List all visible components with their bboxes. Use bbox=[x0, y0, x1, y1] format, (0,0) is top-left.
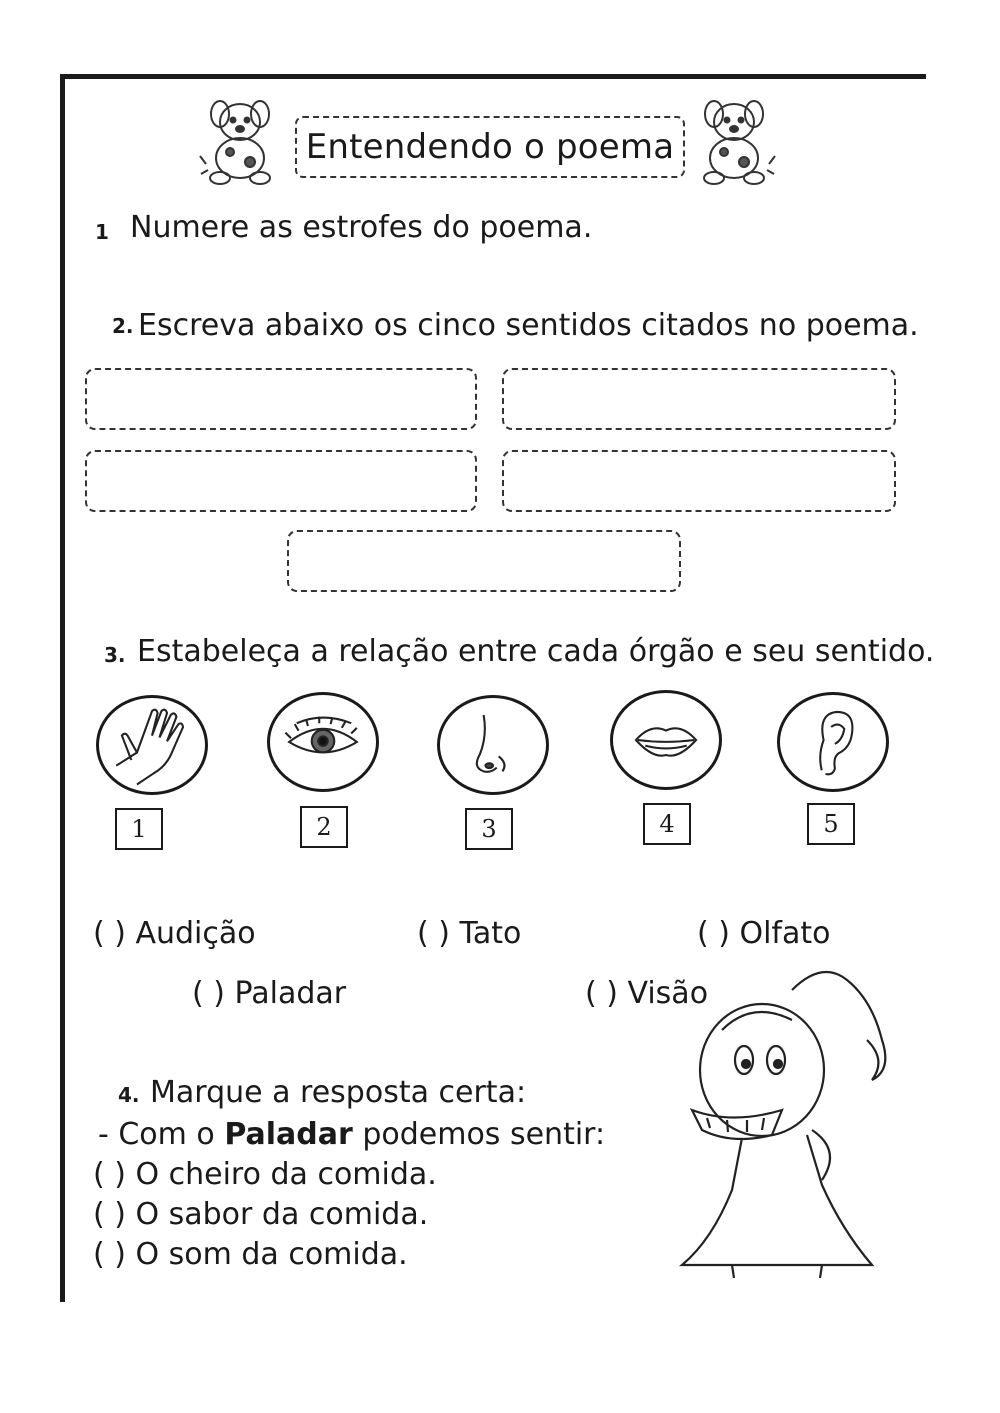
q3-number: 3. bbox=[104, 643, 126, 667]
hand-icon bbox=[96, 695, 208, 795]
answer-box-3[interactable] bbox=[85, 450, 477, 512]
match-option-audicao[interactable]: ( ) Audição bbox=[93, 916, 256, 951]
girl-eating-watermelon-illustration bbox=[672, 960, 912, 1280]
q4-text: Marque a resposta certa: bbox=[150, 1075, 527, 1110]
page-frame-top bbox=[60, 74, 926, 79]
q4-prompt-prefix: - Com o bbox=[98, 1117, 225, 1152]
q2-number: 2. bbox=[112, 314, 134, 338]
match-option-tato[interactable]: ( ) Tato bbox=[417, 916, 522, 951]
q4-prompt-suffix: podemos sentir: bbox=[352, 1117, 606, 1152]
page-frame-left bbox=[60, 74, 65, 1302]
q4-prompt-bold: Paladar bbox=[224, 1117, 353, 1152]
title-box bbox=[295, 116, 685, 178]
answer-option-cheiro[interactable]: ( ) O cheiro da comida. bbox=[93, 1157, 437, 1192]
q3-text: Estabeleça a relação entre cada órgão e seu sentido. bbox=[137, 634, 935, 669]
q2-text: Escreva abaixo os cinco sentidos citados no poema. bbox=[138, 308, 919, 343]
answer-box-5[interactable] bbox=[287, 530, 681, 592]
q4-prompt bbox=[98, 1117, 605, 1152]
organ-number-box: 4 bbox=[643, 803, 691, 845]
mouth-icon bbox=[610, 690, 722, 790]
page-title: Entendendo o poema bbox=[305, 127, 675, 167]
q1-text: Numere as estrofes do poema. bbox=[130, 210, 593, 245]
eye-icon bbox=[267, 692, 379, 792]
q1-number: 1 bbox=[95, 220, 109, 244]
answer-box-2[interactable] bbox=[502, 368, 896, 430]
match-option-paladar[interactable]: ( ) Paladar bbox=[192, 976, 347, 1011]
answer-box-4[interactable] bbox=[502, 450, 896, 512]
ear-icon bbox=[777, 692, 889, 792]
nose-icon bbox=[437, 695, 549, 795]
match-option-visao[interactable]: ( ) Visão bbox=[585, 976, 709, 1011]
match-option-olfato[interactable]: ( ) Olfato bbox=[697, 916, 831, 951]
answer-box-1[interactable] bbox=[85, 368, 477, 430]
puppy-left-icon bbox=[198, 94, 283, 189]
organ-number-box: 5 bbox=[807, 803, 855, 845]
puppy-right-icon bbox=[692, 94, 777, 189]
organ-number-box: 2 bbox=[300, 806, 348, 848]
answer-option-sabor[interactable]: ( ) O sabor da comida. bbox=[93, 1197, 429, 1232]
organ-number-box: 1 bbox=[115, 808, 163, 850]
answer-option-som[interactable]: ( ) O som da comida. bbox=[93, 1237, 408, 1272]
q4-number: 4. bbox=[118, 1083, 140, 1107]
organ-number-box: 3 bbox=[465, 808, 513, 850]
